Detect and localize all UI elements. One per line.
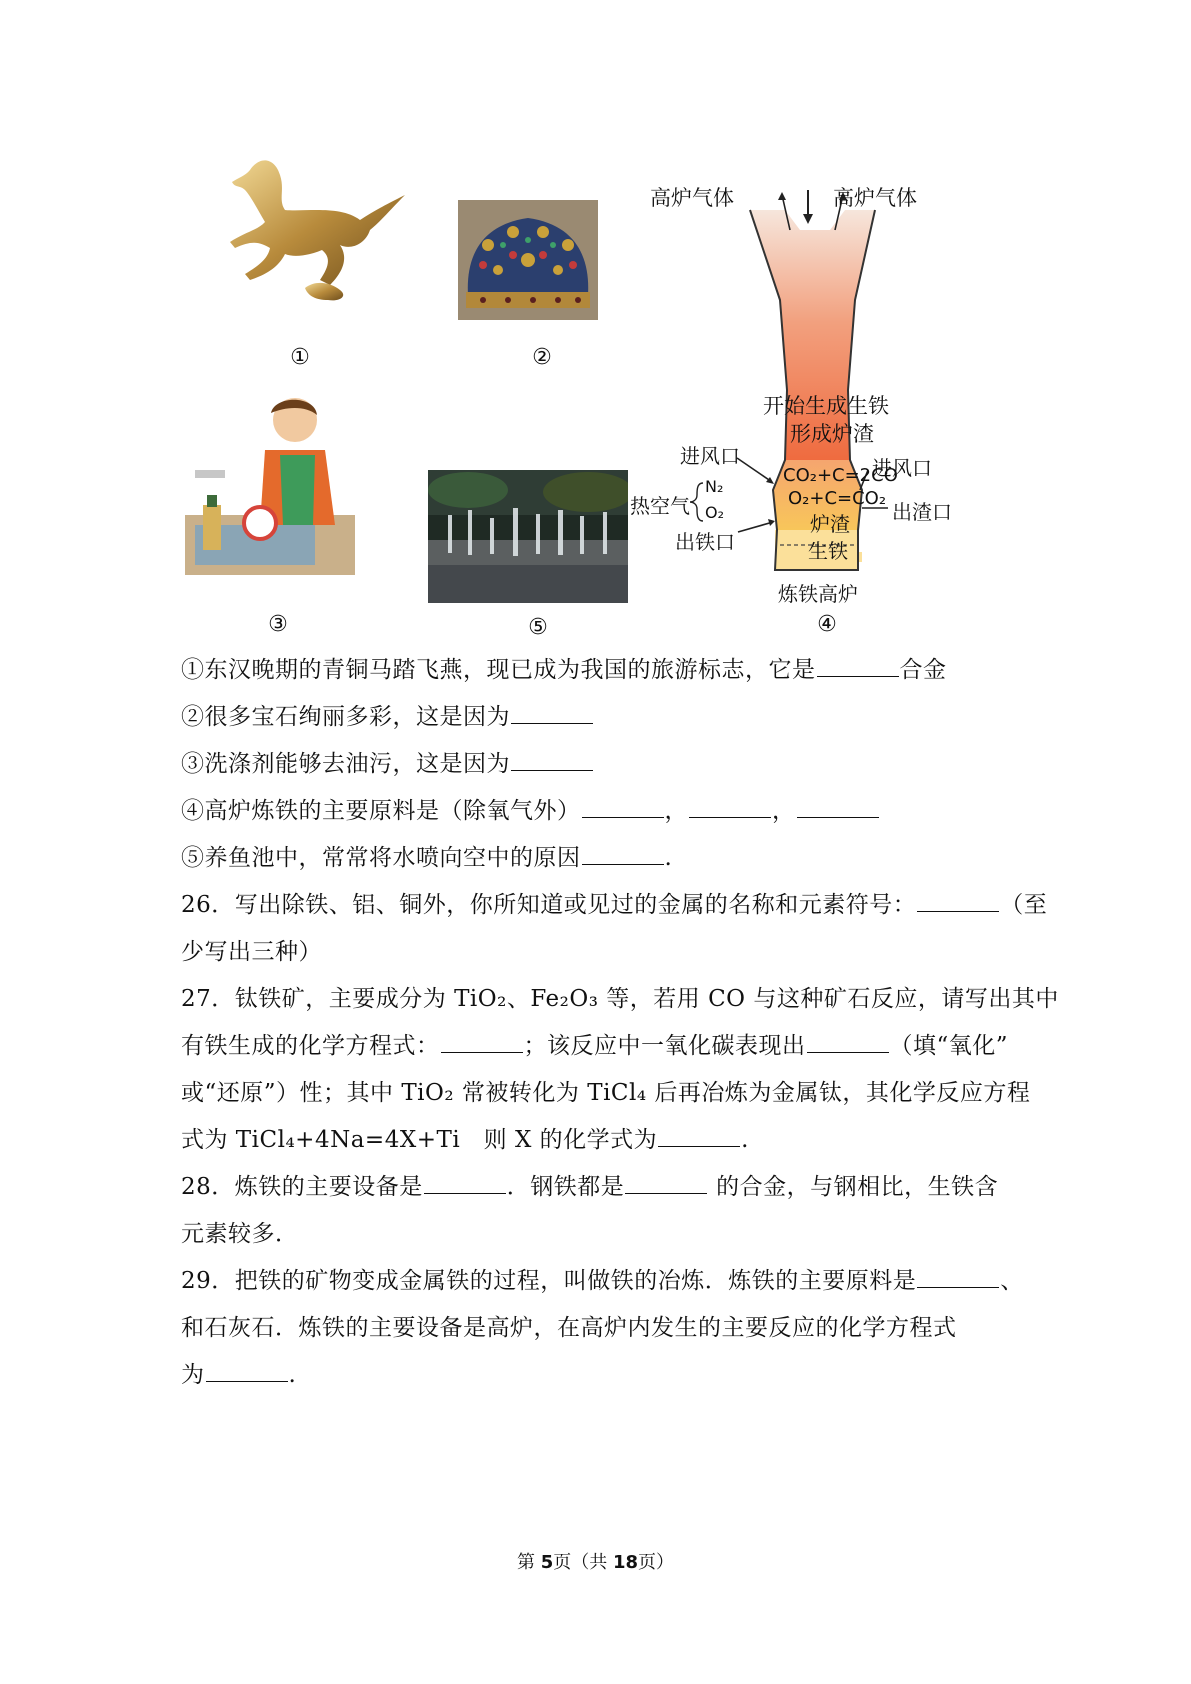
answer-blank[interactable] [807, 1032, 889, 1053]
q28-text-a1: 28．炼铁的主要设备是 [181, 1174, 423, 1200]
answer-blank[interactable] [582, 844, 664, 865]
q27-text-d: 式为 TiCl₄+4Na=4X+Ti 则 X 的化学式为 [181, 1127, 658, 1153]
blast-furnace-diagram [630, 186, 1000, 640]
furnace-title: 炼铁高炉 [778, 582, 858, 606]
q27-text-c: 或“还原”）性；其中 TiO₂ 常被转化为 TiCl₄ 后再冶炼为金属钛，其化学反应方程 [181, 1080, 1031, 1106]
figure-3-caption: ③ [268, 612, 288, 637]
q25-item-5 [181, 843, 672, 873]
furnace-gas-left-label: 高炉气体 [650, 186, 734, 210]
q26-text-end: （至 [1000, 892, 1048, 918]
period: . [664, 845, 673, 871]
bronze-horse-image [190, 150, 420, 325]
q25-item-1-text: ①东汉晚期的青铜马踏飞燕，现已成为我国的旅游标志，它是 [181, 657, 816, 683]
furnace-reaction-1: CO₂+C=2CO [783, 465, 898, 486]
answer-blank[interactable] [206, 1361, 288, 1382]
q25-item-4 [181, 796, 880, 826]
q26-text-cont: 少写出三种） [181, 939, 322, 965]
q29-line-1 [181, 1266, 1024, 1296]
q29-line-3 [181, 1360, 296, 1390]
answer-blank[interactable] [511, 750, 593, 771]
answer-blank[interactable] [658, 1126, 740, 1147]
q28-text-b: 元素较多． [181, 1221, 299, 1247]
q28-text-a3: 的合金，与钢相比，生铁含 [708, 1174, 999, 1200]
furnace-zone-line1: 开始生成生铁 [763, 394, 889, 418]
answer-blank[interactable] [441, 1032, 523, 1053]
q27-text-b2: ；该反应中一氧化碳表现出 [523, 1033, 806, 1059]
q25-item-2 [181, 702, 594, 732]
q27-line-1 [181, 984, 1059, 1014]
answer-blank[interactable] [582, 797, 664, 818]
figure-1-caption: ① [290, 345, 310, 370]
period: . [288, 1362, 297, 1388]
furnace-slag-label: 炉渣 [810, 512, 850, 536]
current-page-number: 5 [540, 1552, 554, 1573]
answer-blank[interactable] [797, 797, 879, 818]
q28-line-1 [181, 1172, 998, 1202]
answer-blank[interactable] [917, 891, 999, 912]
answer-blank[interactable] [511, 703, 593, 724]
q27-line-3 [181, 1078, 1030, 1108]
q29-line-2 [181, 1313, 957, 1343]
furnace-hot-air-label: 热空气 [630, 494, 690, 518]
q29-text-a2: 、 [1000, 1268, 1024, 1294]
q27-text-b3: （填“氧化” [889, 1033, 1009, 1059]
q25-item-3-text: ③洗涤剂能够去油污，这是因为 [181, 751, 510, 777]
furnace-inlet-right-label: 进风口 [872, 456, 932, 480]
furnace-o2-label: O₂ [705, 503, 725, 522]
page-footer [0, 1548, 1191, 1574]
q29-text-b: 和石灰石．炼铁的主要设备是高炉，在高炉内发生的主要反应的化学方程式 [181, 1315, 957, 1341]
answer-blank[interactable] [917, 1267, 999, 1288]
q26-line-2 [181, 937, 322, 967]
q26-line-1 [181, 890, 1047, 920]
furnace-zone-line2: 形成炉渣 [790, 422, 874, 446]
separator-comma: ， [664, 798, 688, 824]
separator-comma: ， [772, 798, 796, 824]
q25-item-1-end: 合金 [899, 657, 947, 683]
furnace-inlet-left-label: 进风口 [680, 444, 740, 468]
figure-2-caption: ② [532, 345, 552, 370]
fountain-image [428, 470, 628, 603]
answer-blank[interactable] [625, 1173, 707, 1194]
footer-prefix: 第 [516, 1552, 541, 1573]
q27-text-b1: 有铁生成的化学方程式： [181, 1033, 440, 1059]
furnace-iron-outlet-label: 出铁口 [675, 530, 735, 554]
q27-line-4 [181, 1125, 749, 1155]
q29-text-a1: 29．把铁的矿物变成金属铁的过程，叫做铁的冶炼．炼铁的主要原料是 [181, 1268, 917, 1294]
q25-item-2-text: ②很多宝石绚丽多彩，这是因为 [181, 704, 510, 730]
figure-5-caption: ⑤ [528, 615, 548, 640]
q25-item-4-text: ④高炉炼铁的主要原料是（除氧气外） [181, 798, 581, 824]
footer-suffix: 页） [638, 1552, 675, 1573]
total-pages-number: 18 [612, 1552, 639, 1573]
q28-line-2 [181, 1219, 299, 1249]
q25-item-3 [181, 749, 594, 779]
period: . [741, 1127, 749, 1153]
q26-text: 26．写出除铁、铝、铜外，你所知道或见过的金属的名称和元素符号： [181, 892, 917, 918]
q27-line-2 [181, 1031, 1008, 1061]
q28-text-a2: ．钢铁都是 [506, 1174, 625, 1200]
q25-item-1 [181, 655, 947, 685]
answer-blank[interactable] [689, 797, 771, 818]
answer-blank[interactable] [817, 656, 899, 677]
footer-mid: 页（共 [553, 1552, 613, 1573]
furnace-n2-label: N₂ [705, 477, 724, 496]
dishwashing-image [185, 395, 355, 585]
q27-text: 27．钛铁矿，主要成分为 TiO₂、Fe₂O₃ 等，若用 CO 与这种矿石反应，请写出其中 [181, 986, 1059, 1012]
furnace-slag-outlet-label: 出渣口 [892, 500, 952, 524]
q29-text-c: 为 [181, 1362, 205, 1388]
crown-image [458, 200, 598, 320]
furnace-pig-iron-label: 生铁 [808, 539, 848, 563]
answer-blank[interactable] [424, 1173, 506, 1194]
furnace-reaction-2: O₂+C=CO₂ [788, 488, 887, 509]
q25-item-5-text: ⑤养鱼池中，常常将水喷向空中的原因 [181, 845, 581, 871]
furnace-gas-right-label: 高炉气体 [833, 186, 917, 210]
figure-4-caption: ④ [817, 612, 837, 637]
